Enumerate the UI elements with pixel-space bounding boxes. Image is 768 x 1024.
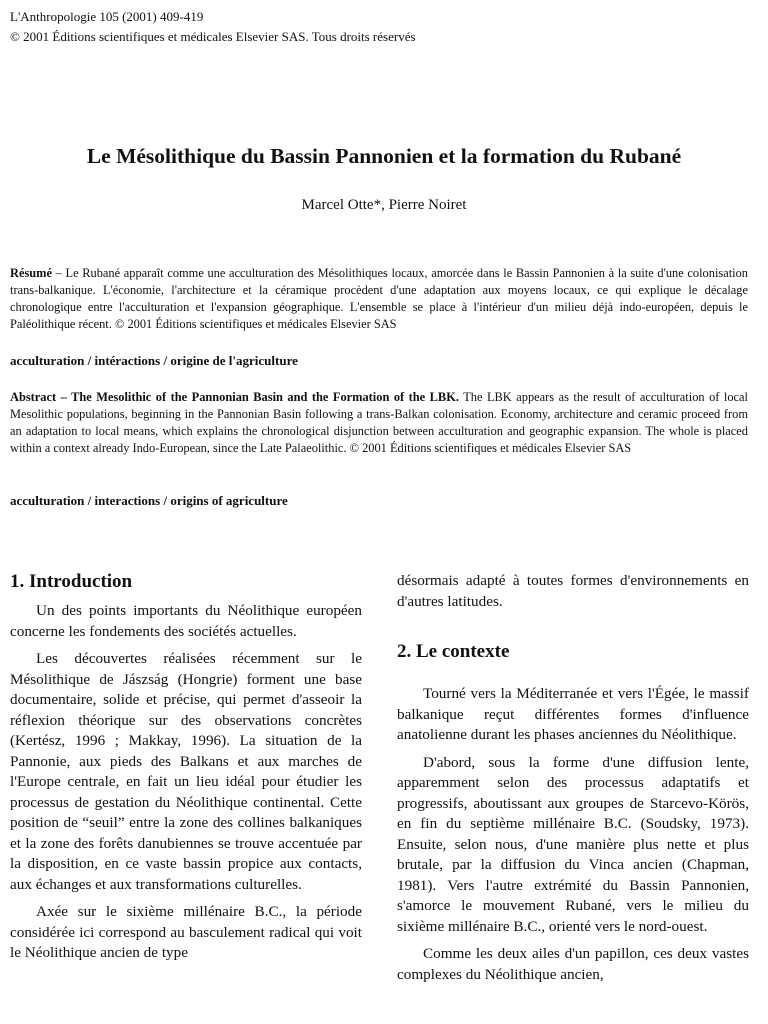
paragraph: Axée sur le sixième millénaire B.C., la période considérée ici correspond au basculement radical qui voit le Néolithique ancien de type: [10, 903, 362, 961]
paragraph: Les découvertes réalisées récemment sur le Mésolithique de Jászság (Hongrie) forment une base documentaire, solide et précise, qui permet d'asseoir la réflexion théorique sur des observations concrètes (Kertész, 1996 ; Makkay, 1996). La situation de la Pannonie, aux pieds des Balkans et aux marches de l'Europe centrale, en fait un lieu idéal pour étudier les processus de gestation du Néolithique continental. Cette position de “seuil” entre la zone des collines balkaniques et la zone des forêts danubiennes se trouve accentuée par la disposition, en ce vaste bassin propice aux contacts, aux échanges et aux transformations culturelles.: [10, 650, 362, 893]
paragraph-continuation: désormais adapté à toutes formes d'environnements en d'autres latitudes.: [397, 572, 749, 610]
copyright-notice: © 2001 Éditions scientifiques et médicales Elsevier SAS. Tous droits réservés: [10, 29, 416, 44]
paragraph: D'abord, sous la forme d'une diffusion lente, apparemment selon des processus adaptatifs et progressifs, aboutissant aux groupes de Starcevo-Körös, en fin du septième millénaire B.C. (Soudsky, 1973). Ensuite, selon nous, d'une manière plus nette et plus brutale, par la diffusion du Vinca ancien (Chapman, 1981). Vers l'autre extrémité du Bassin Pannonien, s'amorce le mouvement Rubané, vers le milieu du sixième millénaire B.C., orienté vers le nord-ouest.: [397, 753, 749, 935]
keywords-french: acculturation / intéractions / origine de l'agriculture: [10, 353, 298, 368]
right-column: [397, 571, 749, 992]
authors: Marcel Otte*, Pierre Noiret: [301, 197, 467, 213]
article-title: Le Mésolithique du Bassin Pannonien et la formation du Rubané: [86, 144, 682, 169]
paragraph: Un des points importants du Néolithique européen concerne les fondements des sociétés actuelles.: [10, 602, 362, 640]
section-heading-contexte: 2. Le contexte: [397, 641, 510, 662]
paragraph: Comme les deux ailes d'un papillon, ces deux vastes complexes du Néolithique ancien,: [397, 945, 749, 983]
paragraph: Tourné vers la Méditerranée et vers l'Égée, le massif balkanique reçut différentes formes d'influence anatolienne durant les phases anciennes du Néolithique.: [397, 685, 749, 743]
resume-text: – Le Rubané apparaît comme une acculturation des Mésolithiques locaux, amorcée dans le Bassin Pannonien à la suite d'une colonisation trans-balkanique. L'économie, l'architecture et la céramique procèdent d'une adaptation aux moyens locaux, ce qui explique le décalage chronologique entre l'acculturation et l'expansion géographique. L'ensemble se place à l'intérieur d'un milieu déjà indo-européen, depuis le Paléolithique récent. © 2001 Éditions scientifiques et médicales Elsevier SAS: [10, 266, 748, 331]
keywords-english: acculturation / interactions / origins of agriculture: [10, 493, 288, 508]
abstract-text: The LBK appears as the result of acculturation of local Mesolithic populations, beginning in the Pannonian Basin following a trans-Balkan colonisation. Economy, architecture and ceramic proceed from an adaptation to local means, which explains the chronological disjunction between acculturation and geographic expansion. The whole is placed within a context already Indo-European, since the Late Palaeolithic. © 2001 Éditions scientifiques et médicales Elsevier SAS: [10, 390, 748, 455]
abstract-label: Abstract – The Mesolithic of the Pannonian Basin and the Formation of the LBK.: [10, 390, 459, 404]
journal-citation: L'Anthropologie 105 (2001) 409-419: [10, 9, 204, 24]
section-heading-introduction: 1. Introduction: [10, 571, 133, 592]
resume-label: Résumé: [10, 266, 52, 280]
left-column: [10, 570, 362, 971]
resume-block: [10, 265, 748, 333]
abstract-block: [10, 389, 748, 457]
